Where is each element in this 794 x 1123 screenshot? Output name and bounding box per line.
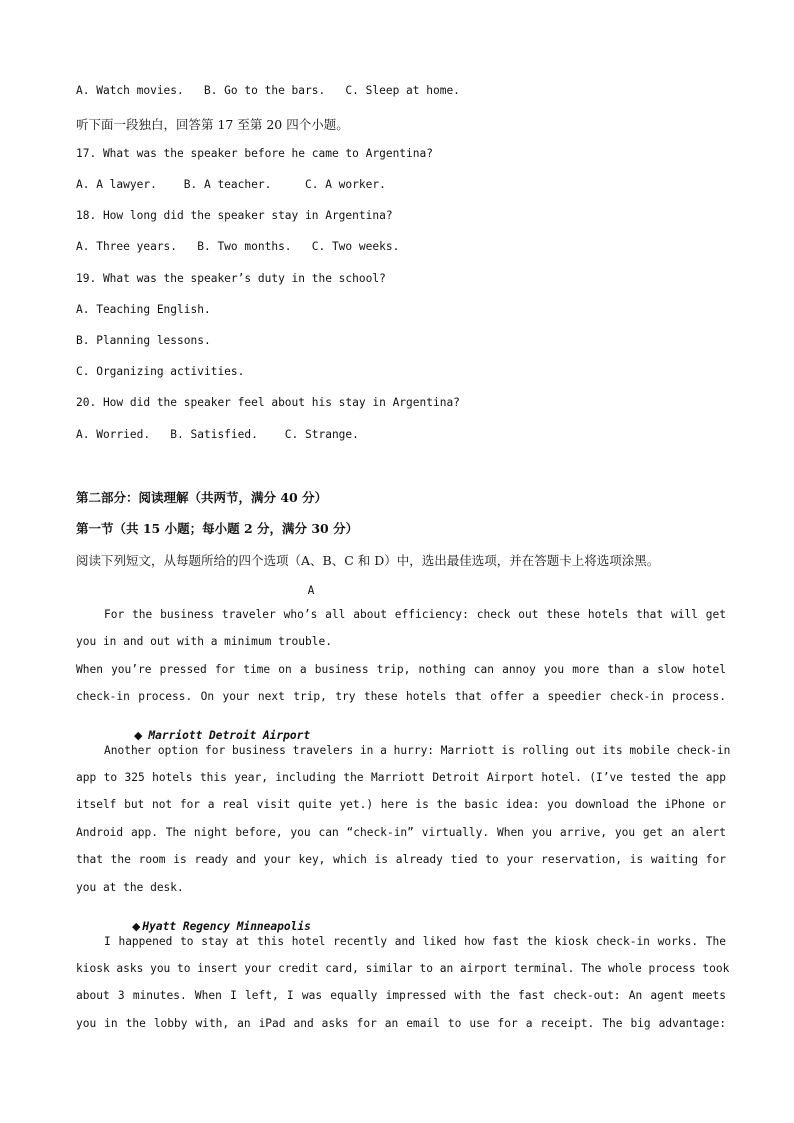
hotel1-line-2: app to 325 hotels this year, including the Marriott Detroit Airport hotel. (I’ve tested the app xyxy=(76,771,726,784)
reading-instruction: 阅读下列短文，从每题所给的四个选项（A、B、C 和 D）中，选出最佳选项，并在答题卡上将选项涂黑。 xyxy=(76,553,660,568)
q19-option-b: B. Planning lessons. xyxy=(76,334,211,347)
q20-options: A. Worried. B. Satisfied. C. Strange. xyxy=(76,428,359,441)
passage-label: A xyxy=(307,584,315,597)
hotel1-line-5: that the room is ready and your key, which is already tied to your reservation, is waiting for xyxy=(76,853,726,866)
hotel2-line-3: about 3 minutes. When I left, I was equally impressed with the fast check-out: An agent meets xyxy=(76,989,726,1002)
hotel1-line-1: Another option for business travelers in a hurry: Marriott is rolling out its mobile check-in xyxy=(104,744,731,757)
q19-option-c: C. Organizing activities. xyxy=(76,365,245,378)
section-title: 第一节（共 15 小题；每小题 2 分，满分 30 分） xyxy=(76,521,359,536)
hotel1-line-4: Android app. The night before, you can “check-in” virtually. When you arrive, you get an alert xyxy=(76,826,726,839)
intro-line-2: you in and out with a minimum trouble. xyxy=(76,635,332,648)
intro-line-1: For the business traveler who’s all about efficiency: check out these hotels that will get xyxy=(104,608,726,621)
q18-question: 18. How long did the speaker stay in Argentina? xyxy=(76,209,393,222)
q20-question: 20. How did the speaker feel about his stay in Argentina? xyxy=(76,396,460,409)
monologue-instruction: 听下面一段独白，回答第 17 至第 20 四个小题。 xyxy=(76,117,349,132)
diamond-bullet-icon: ◆ xyxy=(131,920,141,933)
hotel2-line-4: you in the lobby with, an iPad and asks for an email to use for a receipt. The big advantage: xyxy=(76,1017,726,1030)
hotel1-name: Marriott Detroit Airport xyxy=(148,729,311,742)
para2-line-2: check-in process. On your next trip, try these hotels that offer a speedier check-in process. xyxy=(76,690,726,703)
q17-question: 17. What was the speaker before he came to Argentina? xyxy=(76,147,433,160)
q19-question: 19. What was the speaker’s duty in the school? xyxy=(76,272,386,285)
hotel1-line-3: itself but not for a real visit quite yet.) here is the basic idea: you download the iPhone or xyxy=(76,798,726,811)
hotel2-line-2: kiosk asks you to insert your credit card, similar to an airport terminal. The whole process took xyxy=(76,962,730,975)
para2-line-1: When you’re pressed for time on a business trip, nothing can annoy you more than a slow hotel xyxy=(76,663,726,676)
q16-options: A. Watch movies. B. Go to the bars. C. Sleep at home. xyxy=(76,84,460,97)
hotel1-line-6: you at the desk. xyxy=(76,881,184,894)
part-title: 第二部分：阅读理解（共两节，满分 40 分） xyxy=(76,490,328,505)
q17-options: A. A lawyer. B. A teacher. C. A worker. xyxy=(76,178,386,191)
q19-option-a: A. Teaching English. xyxy=(76,303,211,316)
hotel2-name: Hyatt Regency Minneapolis xyxy=(142,920,311,933)
q18-options: A. Three years. B. Two months. C. Two weeks. xyxy=(76,240,400,253)
hotel2-line-1: I happened to stay at this hotel recently and liked how fast the kiosk check-in works. The xyxy=(104,935,726,948)
diamond-bullet-icon: ◆ xyxy=(133,729,143,742)
